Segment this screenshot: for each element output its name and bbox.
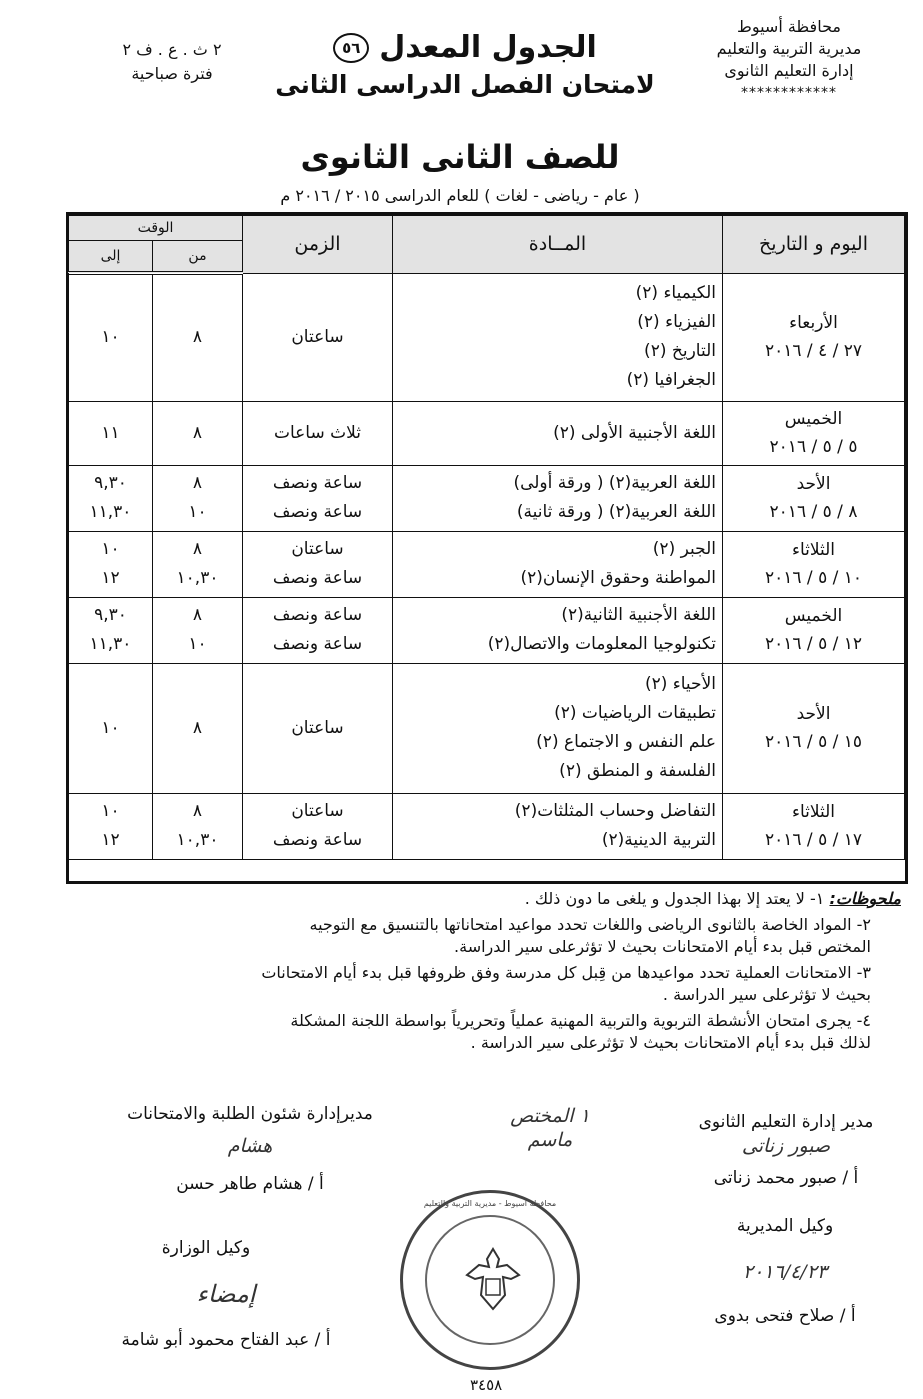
notes-label: ملحوظات:	[829, 889, 901, 908]
time-to-cell	[68, 531, 152, 597]
header-day-date: اليوم و التاريخ	[723, 216, 905, 274]
duration-cell	[243, 531, 393, 597]
time-from-cell-line: ٨	[192, 605, 203, 625]
subject-cell-line: الكيمياء (٢)	[635, 283, 716, 303]
day-name: الأحد	[796, 474, 831, 494]
exam-schedule-frame	[66, 212, 908, 884]
time-from-cell	[153, 531, 243, 597]
subject-cell-line: المواطنة وحقوق الإنسان(٢)	[520, 568, 716, 588]
duration-cell	[243, 273, 393, 401]
day-name: الخميس	[784, 409, 843, 429]
duration-cell	[243, 401, 393, 465]
form-code-block	[92, 38, 252, 86]
duration-cell-line: ساعة ونصف	[272, 502, 363, 522]
exam-date: ٢٧ / ٤ / ٢٠١٦	[764, 341, 863, 361]
day-date-cell	[723, 273, 905, 401]
time-from-cell-line: ١٠	[188, 634, 207, 654]
header-from: من	[153, 241, 243, 274]
note-4-line-2: لذلك قبل بدء أيام الامتحانات بحيث لا تؤثرعلى سير الدراسة .	[470, 1033, 871, 1052]
eagle-emblem-icon	[463, 1245, 523, 1315]
subject-cell	[393, 531, 723, 597]
time-from-cell-line: ٨	[192, 422, 203, 443]
duration-cell-line: ساعة ونصف	[272, 605, 363, 625]
schedule-row	[68, 401, 904, 465]
duration-cell-line: ساعتان	[291, 801, 344, 821]
subject-cell-line: تكنولوجيا المعلومات والاتصال(٢)	[487, 634, 716, 654]
subject-cell-line: الفلسفة و المنطق (٢)	[559, 761, 716, 781]
subject-cell	[393, 465, 723, 531]
time-from-cell	[153, 273, 243, 401]
handwritten-date: ٢٠١٦/٤/٢٣	[742, 1261, 828, 1283]
time-from-cell-line: ٨	[192, 801, 203, 821]
exam-schedule-table	[68, 215, 905, 860]
note-1: ١- لا يعتد إلا بهذا الجدول و يلغى ما دون ذلك .	[524, 889, 825, 908]
time-from-cell-line: ١٠,٣٠	[176, 830, 219, 850]
handwritten-signature: صبور زناتى	[741, 1135, 831, 1157]
subject-cell-line: التربية الدينية(٢)	[601, 830, 716, 850]
day-date-cell	[723, 401, 905, 465]
signatory-title: مدير إدارة التعليم الثانوى	[698, 1112, 874, 1132]
duration-cell-line: ساعة ونصف	[272, 634, 363, 654]
note-2-line-2: المختص قبل بدء أيام الامتحانات بحيث لا تؤثرعلى سير الدراسة.	[454, 937, 871, 956]
handwritten-signature: إمضاء	[196, 1280, 256, 1308]
subject-cell	[393, 273, 723, 401]
note-4-line-1: ٤- يجرى امتحان الأنشطة التربوية والتربية المهنية عملياً وتحريرياً بواسطة اللجنة المشكلة	[290, 1011, 871, 1030]
signatory-name: أ / صبور محمد زناتى	[713, 1168, 859, 1188]
signature-deputy-directorate	[675, 1214, 895, 1328]
header-subject: المــادة	[393, 216, 723, 274]
title-block	[250, 28, 680, 102]
session-period: فترة صباحية	[131, 64, 213, 83]
day-date-cell	[723, 531, 905, 597]
day-date-cell	[723, 465, 905, 531]
time-from-cell	[153, 663, 243, 793]
schedule-row	[68, 465, 904, 531]
duration-cell-line: ساعة ونصف	[272, 473, 363, 493]
time-to-cell-line: ١٠	[101, 539, 120, 559]
schedule-row	[68, 531, 904, 597]
day-name: الخميس	[784, 606, 843, 626]
stars-divider: ************	[741, 85, 837, 101]
signatory-title: وكيل المديرية	[736, 1216, 834, 1236]
time-from-cell-line: ٨	[192, 473, 203, 493]
duration-cell-line: ساعة ونصف	[272, 568, 363, 588]
document-number-badge: ٥٦	[333, 33, 369, 63]
time-from-cell	[153, 465, 243, 531]
note-2-line-1: ٢- المواد الخاصة بالثانوى الرياضى واللغات تحدد مواعيد امتحاناتها بالتنسيق مع التوجيه	[309, 915, 871, 934]
seal-text: محافظة أسيوط - مديرية التربية والتعليم	[423, 1199, 557, 1208]
header-to: إلى	[68, 241, 152, 274]
signatory-title: وكيل الوزارة	[161, 1238, 251, 1258]
time-from-cell-line: ١٠,٣٠	[176, 568, 219, 588]
schedule-body	[68, 273, 904, 859]
time-from-cell-line: ٨	[192, 327, 203, 348]
time-to-cell-line: ١٢	[101, 568, 120, 588]
note-2	[21, 914, 901, 958]
schedule-row	[68, 597, 904, 663]
header-time: الوقت	[68, 216, 242, 241]
exam-date: ١٧ / ٥ / ٢٠١٦	[764, 830, 863, 850]
time-to-cell-line: ١٠	[101, 801, 120, 821]
subject-cell-line: اللغة العربية(٢) ( ورقة ثانية)	[516, 502, 716, 522]
duration-cell	[243, 663, 393, 793]
subject-cell-line: علم النفس و الاجتماع (٢)	[536, 732, 716, 752]
time-to-cell-line: ١١,٣٠	[89, 634, 132, 654]
time-to-cell-line: ١٠	[101, 717, 120, 738]
subject-cell-line: التاريخ (٢)	[644, 341, 716, 361]
time-to-cell-line: ١١,٣٠	[89, 502, 132, 522]
handwritten-signature: ماسم	[527, 1129, 573, 1151]
day-name: الثلاثاء	[791, 802, 836, 822]
time-to-cell	[68, 793, 152, 859]
administration-label: إدارة التعليم الثانوى	[724, 61, 854, 80]
subject-cell	[393, 597, 723, 663]
signatory-name: أ / هشام طاهر حسن	[176, 1174, 324, 1194]
day-name: الأحد	[796, 704, 831, 724]
duration-cell-line: ثلاث ساعات	[273, 422, 362, 443]
time-from-cell	[153, 793, 243, 859]
note-3-line-2: بحيث لا تؤثرعلى سير الدراسة .	[662, 985, 871, 1004]
subject-cell-line: الجغرافيا (٢)	[626, 370, 716, 390]
time-from-cell-line: ١٠	[188, 502, 207, 522]
time-to-cell	[68, 465, 152, 531]
day-name: الثلاثاء	[791, 540, 836, 560]
duration-cell-line: ساعة ونصف	[272, 830, 363, 850]
note-4	[21, 1010, 901, 1054]
subject-cell-line: اللغة الأجنبية الثانية(٢)	[561, 605, 716, 625]
time-from-cell-line: ٨	[192, 717, 203, 738]
subject-cell	[393, 401, 723, 465]
governorate-label: محافظة أسيوط	[737, 17, 841, 36]
time-to-cell	[68, 401, 152, 465]
time-to-cell	[68, 663, 152, 793]
exam-date: ٥ / ٥ / ٢٠١٦	[769, 437, 858, 457]
subject-cell-line: الفيزياء (٢)	[637, 312, 716, 332]
header-duration: الزمن	[243, 216, 393, 274]
time-to-cell	[68, 597, 152, 663]
day-date-cell	[723, 597, 905, 663]
exam-date: ٨ / ٥ / ٢٠١٦	[769, 502, 858, 522]
time-to-cell-line: ١٢	[101, 830, 120, 850]
day-name: الأربعاء	[789, 313, 838, 333]
signature-secondary-director	[671, 1110, 901, 1190]
day-date-cell	[723, 793, 905, 859]
duration-cell	[243, 793, 393, 859]
time-to-cell-line: ٩,٣٠	[94, 605, 127, 625]
exam-date: ١٥ / ٥ / ٢٠١٦	[764, 732, 863, 752]
time-to-cell-line: ١١	[101, 422, 120, 443]
document-title: الجدول المعدل	[379, 30, 597, 65]
signatory-title: مديرإدارة شئون الطلبة والامتحانات	[127, 1104, 373, 1124]
time-to-cell	[68, 273, 152, 401]
subject-cell-line: الأحياء (٢)	[644, 674, 716, 694]
official-seal	[400, 1190, 580, 1370]
grade-heading: للصف الثانى الثانوى	[300, 138, 620, 176]
academic-year-line: ( عام - رياضى - لغات ) للعام الدراسى ٢٠١٥ / ٢٠١٦ م	[280, 186, 640, 205]
signatory-name: أ / عبد الفتاح محمود أبو شامة	[121, 1330, 331, 1350]
time-from-cell	[153, 597, 243, 663]
subject-cell-line: اللغة الأجنبية الأولى (٢)	[553, 422, 716, 443]
subject-cell-line: اللغة العربية(٢) ( ورقة أولى)	[513, 473, 716, 493]
subject-cell-line: تطبيقات الرياضيات (٢)	[554, 703, 716, 723]
schedule-row	[68, 273, 904, 401]
duration-cell	[243, 465, 393, 531]
exam-date: ١٢ / ٥ / ٢٠١٦	[764, 634, 863, 654]
signature-reviewer	[480, 1104, 620, 1152]
note-3-line-1: ٣- الامتحانات العملية تحدد مواعيدها من قِبل كل مدرسة وفق ظروفها قبل بدء أيام الامتحانات	[261, 963, 871, 982]
duration-cell	[243, 597, 393, 663]
duration-cell-line: ساعتان	[291, 326, 344, 347]
note-3	[21, 962, 901, 1006]
time-from-cell	[153, 401, 243, 465]
time-from-cell-line: ٨	[192, 539, 203, 559]
signatory-name: أ / صلاح فتحى بدوى	[714, 1306, 856, 1326]
form-code: ٢ ث . ع . ف ٢	[122, 40, 222, 59]
subject-cell	[393, 663, 723, 793]
day-date-cell	[723, 663, 905, 793]
directorate-label: مديرية التربية والتعليم	[716, 39, 862, 58]
notes-section	[21, 888, 901, 1058]
subject-cell	[393, 793, 723, 859]
time-to-cell-line: ٩,٣٠	[94, 473, 127, 493]
signature-students-affairs-director	[100, 1102, 400, 1196]
subject-cell-line: الجبر (٢)	[652, 539, 716, 559]
signature-deputy-ministry	[96, 1236, 356, 1352]
stamp-number: ٣٤٥٨	[470, 1376, 503, 1394]
document-subtitle: لامتحان الفصل الدراسى الثانى	[275, 70, 655, 99]
handwritten-signature: هشام	[227, 1135, 273, 1157]
exam-date: ١٠ / ٥ / ٢٠١٦	[764, 568, 863, 588]
handwritten-note: ١ المختص	[510, 1105, 590, 1127]
issuer-block	[679, 16, 899, 104]
time-to-cell-line: ١٠	[101, 327, 120, 348]
schedule-row	[68, 663, 904, 793]
duration-cell-line: ساعتان	[291, 717, 344, 738]
schedule-row	[68, 793, 904, 859]
duration-cell-line: ساعتان	[291, 539, 344, 559]
subject-cell-line: التفاضل وحساب المثلثات(٢)	[514, 801, 716, 821]
